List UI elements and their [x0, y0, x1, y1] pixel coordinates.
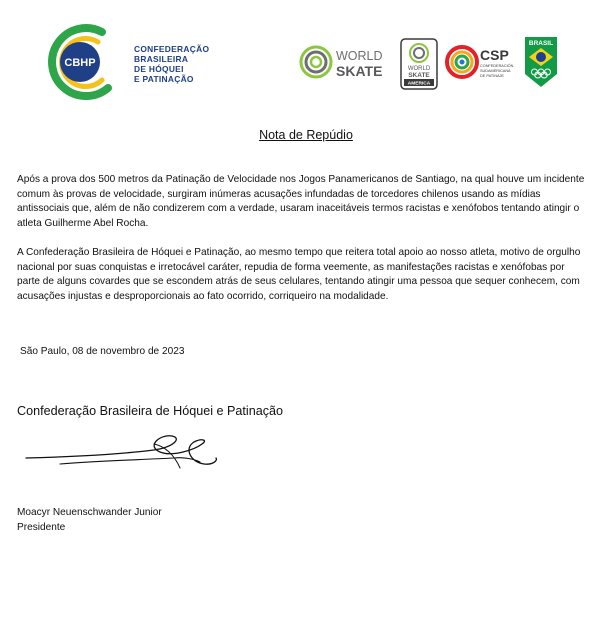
cbhp-logo	[36, 22, 128, 104]
signer-name: Moacyr Neuenschwander Junior	[17, 507, 162, 518]
paragraph-incident: Após a prova dos 500 metros da Patinação de Velocidade nos Jogos Panamericanos de Santiago, na qual houve um incidente comum às provas de velocidade, surgiram inúmeras acusações infundadas de torcedores chilenos usando as mídias antissociais que, além de não condizerem com a verdade, usaram inaceitáveis termos racistas e xenófobos tentando atingir o atleta Guilherme Abel Rocha.	[17, 174, 585, 230]
cbhp-monogram: CBHP	[64, 57, 96, 69]
cbhp-name-line: CONFEDERAÇÃO	[134, 44, 210, 54]
csp-line1: CONFEDERACIÓN	[480, 64, 514, 68]
place-date: São Paulo, 08 de novembro de 2023	[20, 346, 185, 357]
wsa-line2: SKATE	[408, 72, 430, 79]
csp-logo	[444, 40, 520, 84]
csp-line3: DE PATINAJE	[480, 74, 504, 78]
world-skate-america-logo	[400, 38, 438, 90]
cbhp-name	[134, 44, 209, 84]
wsa-line3: AMERICA	[407, 81, 431, 87]
cbhp-name-line: E PATINAÇÃO	[134, 74, 194, 84]
cbhp-name-line: DE HÓQUEI	[134, 64, 184, 74]
letterhead	[0, 0, 612, 110]
csp-acronym: CSP	[480, 47, 509, 63]
cbhp-name-line: BRASILEIRA	[134, 54, 189, 64]
signer-organization: Confederação Brasileira de Hóquei e Patinação	[17, 404, 284, 418]
paragraph-repudiation: A Confederação Brasileira de Hóquei e Patinação, ao mesmo tempo que reitera total apoio ao nosso atleta, motivo de orgulho nacional por suas conquistas e irretocável caráter, repudia de forma veemente, as manifestações racistas e xenófobas por parte de alguns covardes que se escondem atrás de seus celulares, tentando atingir uma pessoa que sequer conhecem, com acusações injustas e desproporcionais ao fato ocorrido, corriqueiro na modalidade.	[17, 247, 581, 303]
world-skate-line2: SKATE	[336, 63, 383, 79]
world-skate-logo	[298, 40, 396, 84]
wsa-line1: WORLD	[407, 66, 431, 72]
world-skate-line1: WORLD	[336, 49, 383, 63]
handwritten-signature	[24, 428, 220, 476]
brasil-olympic-logo	[524, 36, 558, 88]
document-title: Nota de Repúdio	[259, 128, 353, 142]
csp-line2: SUDAMERICANA	[480, 69, 511, 73]
signer-role: Presidente	[17, 522, 66, 533]
brasil-label: BRASIL	[528, 40, 554, 47]
